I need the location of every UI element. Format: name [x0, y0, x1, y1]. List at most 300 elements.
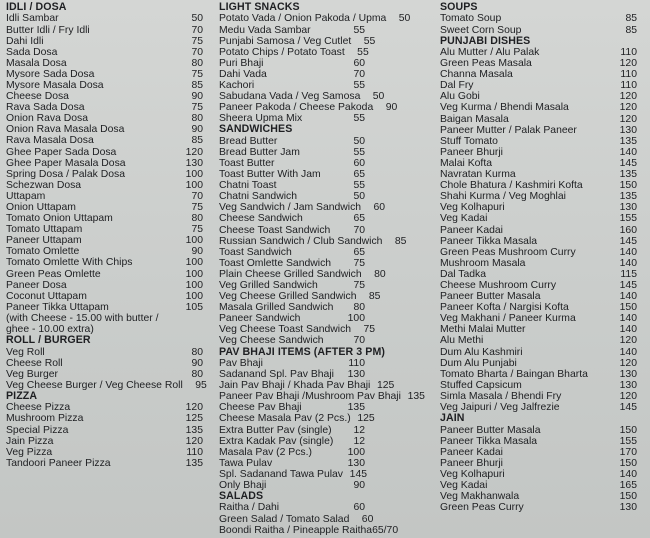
menu-item — [440, 91, 637, 102]
item-name: Uttapam — [6, 190, 46, 202]
item-price: 100 — [185, 235, 203, 247]
menu-item — [219, 191, 365, 202]
item-price: 140 — [619, 324, 637, 336]
menu-item — [6, 102, 203, 113]
item-price: 150 — [619, 424, 637, 436]
menu-item — [219, 380, 395, 392]
section-heading: JAIN — [440, 412, 465, 425]
menu-item — [219, 46, 369, 58]
item-price: 130 — [619, 379, 637, 391]
item-name: Navratan Kurma — [440, 169, 516, 181]
item-name: Methi Malai Mutter — [440, 324, 526, 336]
menu-item — [6, 80, 203, 91]
item-name: Paneer Butter Masala — [440, 291, 541, 303]
menu-note: ghee - 10.00 extra) — [6, 324, 94, 336]
item-price: 120 — [619, 335, 637, 347]
item-price: 110 — [620, 69, 637, 81]
menu-item — [440, 236, 637, 247]
item-price: 120 — [619, 390, 637, 402]
item-name: Tomato Omlette With Chips — [6, 257, 133, 269]
item-price: 120 — [619, 102, 637, 114]
item-name: Mysore Masala Dosa — [6, 79, 104, 91]
item-price: 75 — [191, 202, 203, 213]
item-price: 80 — [191, 346, 203, 358]
item-name: Sheera Upma Mix — [219, 113, 303, 125]
item-price: 140 — [619, 313, 637, 325]
item-price: 55 — [353, 24, 365, 36]
item-name: Veg Cheese Toast Sandwich — [219, 324, 352, 336]
item-name: Masala Pav (2 Pcs.) — [219, 446, 312, 458]
section-heading: IDLI / DOSA — [6, 1, 67, 13]
menu-item — [219, 158, 365, 169]
item-name: Green Peas Masala — [440, 58, 532, 70]
item-name: Dal Fry — [440, 80, 474, 92]
menu-item — [440, 125, 637, 136]
item-name: Jain Pav Bhaji / Khada Pav Bhaji — [219, 380, 371, 392]
menu-item — [219, 169, 365, 180]
menu-item — [219, 402, 365, 413]
item-name: Ghee Paper Sada Dosa — [6, 146, 117, 158]
menu-item — [219, 391, 425, 403]
item-price: 135 — [619, 135, 637, 147]
item-name: Idli Sambar — [6, 13, 59, 25]
item-price: 55 — [353, 180, 365, 192]
menu-item — [6, 169, 203, 180]
item-price: 130 — [619, 124, 637, 136]
menu-item — [440, 69, 637, 80]
item-name: Alu Mutter / Alu Palak — [440, 47, 540, 58]
item-name: Paneer Pav Bhaji /Mushroom Pav Bhaji — [219, 391, 401, 403]
item-name: Paneer Tikka Masala — [440, 235, 538, 247]
item-price: 55 — [357, 46, 369, 58]
item-price: 80 — [374, 268, 386, 280]
menu-item — [6, 369, 203, 380]
item-name: Toast Omlette Sandwich — [219, 257, 332, 269]
item-name: Boondi Raitha / Pineapple Raitha — [219, 524, 373, 536]
menu-item — [219, 91, 385, 103]
item-name: Cheese Roll — [6, 357, 63, 369]
item-price: 90 — [191, 357, 203, 369]
item-name: Masala Grilled Sandwich — [219, 302, 334, 314]
menu-item — [219, 513, 374, 525]
menu-item — [440, 347, 637, 358]
item-price: 50 — [398, 13, 411, 25]
menu-note: (with Cheese - 15.00 with butter / — [6, 312, 159, 324]
item-name: Onion Uttapam — [6, 202, 76, 213]
item-name: Masala Dosa — [6, 57, 67, 69]
item-name: Rava Sada Dosa — [6, 102, 85, 114]
item-price: 110 — [620, 80, 637, 92]
item-price: 120 — [619, 357, 637, 369]
item-name: Veg Pizza — [6, 446, 53, 458]
menu-item — [219, 436, 365, 447]
item-price: 140 — [619, 257, 637, 269]
item-name: Veg Kadai — [440, 479, 488, 491]
menu-item — [219, 468, 368, 480]
item-price: 75 — [191, 68, 203, 80]
menu-column-2 — [219, 0, 425, 536]
item-price: 130 — [619, 368, 637, 380]
menu-item — [219, 202, 386, 214]
menu-item — [440, 202, 637, 213]
item-name: Tomato Omlette — [6, 246, 80, 258]
item-price: 145 — [619, 402, 637, 413]
menu-item — [219, 413, 375, 425]
item-price: 145 — [619, 279, 637, 291]
item-price: 90 — [191, 246, 203, 258]
item-price: 120 — [619, 58, 637, 70]
item-name: Onion Rava Masala Dosa — [6, 124, 125, 136]
item-price: 100 — [185, 168, 203, 180]
section-heading: SOUPS — [440, 1, 478, 13]
item-name: Veg Cheese Sandwich — [219, 335, 324, 347]
item-name: Chole Bhatura / Kashmiri Kofta — [440, 180, 583, 192]
item-price: 12 — [353, 424, 365, 436]
item-price: 100 — [347, 446, 365, 458]
item-price: 55 — [353, 113, 365, 125]
item-name: Toast Sandwich — [219, 246, 292, 258]
menu-item — [6, 124, 203, 135]
item-price: 60 — [373, 202, 386, 214]
item-name: Paneer Kofta / Nargisi Kofta — [440, 302, 569, 314]
item-price: 60 — [353, 57, 365, 69]
menu-item — [219, 302, 365, 313]
item-name: Paneer Kadai — [440, 446, 503, 458]
menu-item — [6, 302, 203, 313]
menu-item — [219, 102, 398, 114]
item-name: Veg Sandwich / Jam Sandwich — [219, 202, 362, 214]
item-price: 85 — [368, 291, 381, 303]
item-price: 150 — [619, 302, 637, 314]
item-name: Tomato Uttapam — [6, 224, 83, 236]
item-name: Ghee Paper Masala Dosa — [6, 157, 126, 169]
item-name: Schezwan Dosa — [6, 179, 82, 191]
item-price: 90 — [191, 91, 203, 103]
menu-item — [440, 114, 637, 125]
item-price: 135 — [619, 169, 637, 181]
item-price: 115 — [620, 268, 637, 280]
item-name: Dahi Idli — [6, 35, 44, 47]
item-price: 120 — [619, 91, 637, 103]
menu-item — [440, 47, 637, 58]
item-price: 60 — [353, 157, 365, 169]
item-name: Paneer Dosa — [6, 279, 67, 291]
menu-item — [6, 458, 203, 469]
item-name: Green Peas Curry — [440, 502, 524, 514]
menu-item — [440, 335, 637, 346]
menu-item — [219, 235, 407, 247]
menu-item — [6, 135, 203, 146]
item-price: 70 — [191, 190, 203, 202]
item-name: Baigan Masala — [440, 113, 509, 125]
item-name: Onion Rava Dosa — [6, 113, 89, 125]
item-name: Russian Sandwich / Club Sandwich — [219, 235, 383, 247]
menu-item — [6, 13, 203, 24]
menu-item — [440, 180, 637, 191]
item-price: 55 — [353, 79, 365, 91]
item-name: Chatni Sandwich — [219, 191, 297, 203]
item-price: 60 — [353, 502, 365, 514]
item-price: 140 — [619, 146, 637, 158]
item-name: Sada Dosa — [6, 46, 58, 58]
item-name: Paneer Sandwich — [219, 313, 301, 325]
menu-item — [440, 269, 637, 280]
item-name: Veg Kolhapuri — [440, 468, 505, 480]
menu-item — [440, 502, 637, 513]
item-price: 90 — [191, 124, 203, 136]
item-price: 85 — [191, 135, 203, 147]
menu-item — [6, 447, 203, 458]
item-name: Extra Kadak Pav (single) — [219, 435, 334, 447]
item-price: 12 — [353, 435, 365, 447]
section-heading: PUNJABI DISHES — [440, 34, 531, 47]
item-name: Puri Bhaji — [219, 57, 264, 69]
item-name: Stuffed Capsicum — [440, 379, 522, 391]
item-price: 65 — [353, 246, 365, 258]
item-name: Cheese Toast Sandwich — [219, 224, 331, 236]
menu-item — [440, 458, 637, 469]
menu-item — [440, 324, 637, 335]
item-price: 130 — [185, 157, 203, 169]
item-price: 130 — [619, 202, 637, 214]
menu-item — [219, 268, 386, 280]
item-price: 120 — [185, 146, 203, 158]
item-price: 120 — [619, 113, 637, 125]
menu-item — [6, 291, 203, 302]
menu-item — [440, 402, 637, 413]
item-price: 75 — [353, 257, 365, 269]
item-name: Paneer Pakoda / Cheese Pakoda — [219, 102, 374, 114]
menu-item — [219, 313, 365, 324]
item-name: Pav Bhaji — [219, 357, 263, 369]
menu-item — [6, 36, 203, 47]
item-price: 135 — [185, 457, 203, 469]
menu-item — [219, 35, 376, 47]
item-name: Potato Vada / Onion Pakoda / Upma — [219, 13, 387, 25]
item-name: Malai Kofta — [440, 157, 492, 169]
menu-item — [440, 169, 637, 180]
item-name: Tomato Bharta / Baingan Bharta — [440, 368, 588, 380]
section-heading: SANDWICHES — [219, 123, 293, 136]
section-heading: ROLL / BURGER — [6, 334, 91, 347]
item-name: Paneer Butter Masala — [440, 424, 541, 436]
item-name: Paneer Tikka Masala — [440, 435, 538, 447]
menu-item — [440, 147, 637, 158]
item-price: 65 — [353, 169, 365, 181]
item-name: Cheese Sandwich — [219, 213, 303, 225]
item-name: Veg Jaipuri / Veg Jalfrezie — [440, 402, 560, 413]
item-name: Veg Makhani / Paneer Kurma — [440, 313, 576, 325]
menu-item — [440, 369, 637, 380]
item-name: Cheese Dosa — [6, 91, 69, 103]
item-name: Cheese Pizza — [6, 402, 71, 414]
item-name: Dal Tadka — [440, 268, 487, 280]
menu-item — [6, 25, 203, 36]
item-name: Bread Butter Jam — [219, 146, 300, 158]
item-price: 130 — [619, 502, 637, 514]
item-price: 85 — [625, 13, 637, 25]
menu-item — [6, 280, 203, 291]
item-price: 120 — [185, 435, 203, 447]
item-price: 145 — [349, 468, 368, 480]
item-price: 55 — [363, 35, 376, 47]
menu-item — [440, 25, 637, 36]
item-name: Veg Kurma / Bhendi Masala — [440, 102, 569, 114]
item-name: Simla Masala / Bhendi Fry — [440, 390, 562, 402]
item-price: 100 — [185, 179, 203, 191]
menu-item — [440, 425, 637, 436]
menu-item — [6, 425, 203, 436]
menu-item — [6, 58, 203, 69]
item-price: 70 — [191, 24, 203, 36]
menu-item — [440, 191, 637, 202]
item-price: 105 — [185, 301, 203, 313]
menu-item — [440, 247, 637, 258]
item-price: 80 — [191, 213, 203, 225]
item-name: Tomato Onion Uttapam — [6, 213, 113, 225]
item-price: 90 — [353, 479, 365, 491]
menu-item — [6, 413, 203, 424]
menu-column-3 — [440, 0, 637, 513]
section-heading: PIZZA — [6, 389, 38, 402]
menu-item — [219, 247, 365, 258]
item-price: 140 — [619, 468, 637, 480]
item-price: 55 — [353, 146, 365, 158]
item-name: Paneer Bhurji — [440, 457, 503, 469]
item-name: Veg Roll — [6, 346, 45, 358]
item-name: Dahi Vada — [219, 68, 267, 80]
item-name: Paneer Mutter / Palak Paneer — [440, 124, 577, 136]
item-price: 50 — [353, 135, 365, 147]
menu-item — [440, 302, 637, 313]
menu-item — [6, 436, 203, 447]
item-price: 110 — [186, 446, 203, 458]
item-name: Potato Chips / Potato Toast — [219, 46, 345, 58]
menu-item — [219, 502, 365, 513]
menu-item — [440, 258, 637, 269]
menu-item — [6, 402, 203, 413]
menu-item — [440, 158, 637, 169]
item-name: Sadanand Spl. Pav Bhaji — [219, 369, 334, 381]
item-name: Toast Butter With Jam — [219, 169, 321, 181]
menu-item — [6, 213, 203, 224]
menu-item — [6, 191, 203, 202]
item-price: 130 — [347, 457, 365, 469]
item-name: Green Peas Mushroom Curry — [440, 246, 576, 258]
item-price: 145 — [619, 157, 637, 169]
item-price: 65 — [353, 213, 365, 225]
item-name: Sabudana Vada / Veg Samosa — [219, 91, 361, 103]
item-price: 90 — [385, 102, 398, 114]
item-name: Veg Grilled Sandwich — [219, 279, 318, 291]
item-price: 140 — [619, 346, 637, 358]
menu-item — [219, 358, 365, 369]
menu-item — [440, 480, 637, 491]
item-price: 125 — [377, 380, 395, 392]
item-name: Butter Idli / Fry Idli — [6, 24, 90, 36]
menu-item — [219, 225, 365, 236]
item-price: 60 — [361, 513, 374, 525]
item-price: 65/70 — [372, 524, 399, 536]
item-price: 85 — [625, 24, 637, 36]
item-name: Dum Alu Kashmiri — [440, 346, 523, 358]
item-name: Paneer Tikka Uttapam — [6, 301, 109, 313]
menu-item — [219, 258, 365, 269]
item-name: Stuff Tomato — [440, 135, 498, 147]
item-price: 80 — [191, 368, 203, 380]
menu-item — [6, 47, 203, 58]
item-name: Cheese Mushroom Curry — [440, 279, 557, 291]
item-price: 125 — [185, 413, 203, 425]
item-price: 150 — [619, 180, 637, 192]
menu-item — [440, 491, 637, 502]
item-name: Cheese Masala Pav (2 Pcs.) — [219, 413, 351, 425]
menu-item — [219, 447, 365, 458]
menu-item — [6, 147, 203, 158]
item-name: Sweet Corn Soup — [440, 24, 522, 36]
menu-item — [440, 102, 637, 113]
menu-item — [219, 25, 365, 36]
item-price: 120 — [185, 402, 203, 414]
item-price: 135 — [185, 424, 203, 436]
item-name: Tawa Pulav — [219, 457, 273, 469]
menu-item — [6, 158, 203, 169]
menu-item — [219, 13, 411, 25]
menu-item — [219, 180, 365, 191]
item-price: 170 — [619, 446, 637, 458]
item-price: 80 — [191, 57, 203, 69]
item-name: Coconut Uttapam — [6, 290, 87, 302]
item-name: Paneer Kadai — [440, 224, 503, 236]
menu-item — [219, 324, 376, 336]
menu-item — [6, 246, 203, 257]
item-name: Mushroom Masala — [440, 257, 526, 269]
menu-item — [219, 291, 381, 303]
menu-item — [219, 69, 365, 80]
menu-item — [440, 391, 637, 402]
menu-item — [219, 280, 365, 291]
item-price: 75 — [353, 279, 365, 291]
menu-item — [440, 380, 637, 391]
item-price: 75 — [191, 102, 203, 114]
item-name: Veg Cheese Grilled Sandwich — [219, 291, 357, 303]
menu-item — [440, 447, 637, 458]
item-price: 100 — [185, 268, 203, 280]
item-price: 70 — [353, 224, 365, 236]
item-price: 50 — [191, 13, 203, 25]
item-price: 70 — [353, 68, 365, 80]
item-name: Alu Methi — [440, 335, 484, 347]
item-price: 75 — [363, 324, 376, 336]
item-name: Dum Alu Punjabi — [440, 357, 517, 369]
item-name: Special Pizza — [6, 424, 69, 436]
item-price: 110 — [620, 47, 637, 58]
item-name: Extra Butter Pav (single) — [219, 424, 332, 436]
menu-item — [219, 213, 365, 224]
item-name: Chatni Toast — [219, 180, 277, 192]
menu-item — [219, 147, 365, 158]
menu-item — [219, 335, 365, 346]
menu-item — [440, 358, 637, 369]
menu-item — [6, 347, 203, 358]
item-price: 75 — [191, 35, 203, 47]
item-price: 140 — [619, 246, 637, 258]
item-name: Only Bhaji — [219, 479, 267, 491]
menu-item — [6, 269, 203, 280]
menu-item — [6, 224, 203, 235]
item-price: 145 — [619, 235, 637, 247]
item-name: Kachori — [219, 79, 255, 91]
